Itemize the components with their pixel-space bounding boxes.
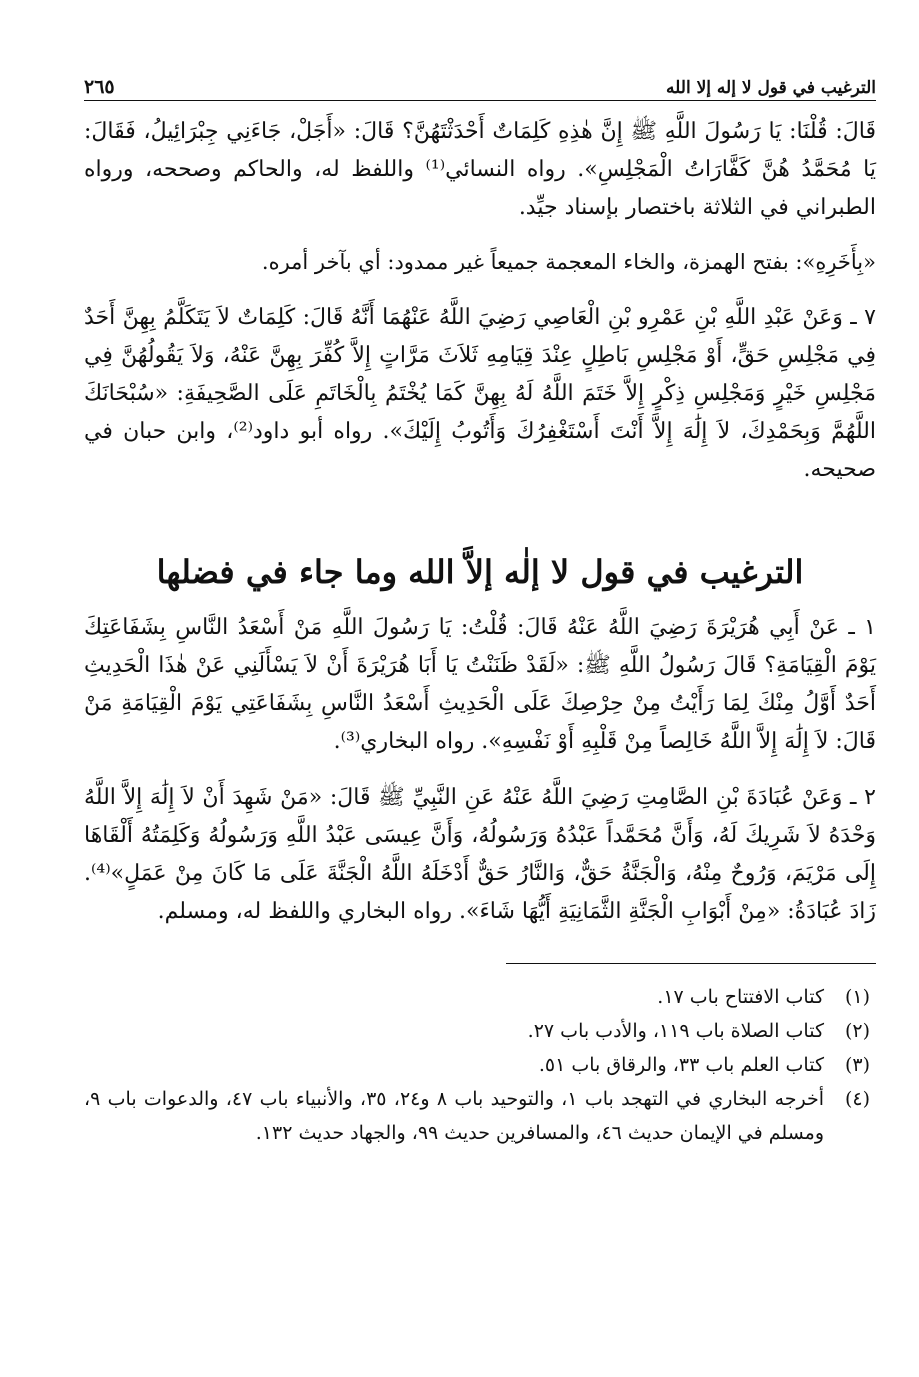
footnote-number: (٤) — [844, 1088, 870, 1110]
intro-paragraph: قَالَ: قُلْنَا: يَا رَسُولَ اللَّهِ ﷺ إِنَّ هٰذِهِ كَلِمَاتٌ أَحْدَثْتَهُنَّ؟ قَالَ: «أَجَلْ، جَاءَنِي جِبْرَائِيلُ، فَقَالَ: يَا مُحَمَّدُ هُنَّ كَفَّارَاتُ الْمَجْلِسِ». رواه النسائي⁽¹⁾ واللفظ له، والحاكم وصححه، ورواه الطبراني في الثلاثة باختصار بإسناد جيِّد. — [84, 119, 876, 220]
footnote-text: أخرجه البخاري في التهجد باب ١، والتوحيد باب ٨ و٢٤، ٣٥، والأنبياء باب ٤٧، والدعوات باب ٩، ومسلم في الإيمان حديث ٤٦، والمسافرين حديث ٩٩، والجهاد حديث ١٣٢. — [84, 1088, 825, 1144]
footnote-text: كتاب الصلاة باب ١١٩، والأدب باب ٢٧. — [527, 1020, 824, 1042]
footnote-item — [84, 980, 876, 1014]
footnote-text: كتاب العلم باب ٣٣، والرقاق باب ٥١. — [538, 1054, 824, 1076]
footnote-separator — [506, 963, 876, 964]
running-header — [84, 62, 876, 101]
hadith-2-paragraph: ٢ ـ وَعَنْ عُبَادَةَ بْنِ الصَّامِتِ رَضِيَ اللَّهُ عَنْهُ عَنِ النَّبِيِّ ﷺ قَالَ: «مَنْ شَهِدَ أَنْ لاَ إِلَٰهَ إِلاَّ اللَّهُ وَحْدَهُ لاَ شَرِيكَ لَهُ، وَأَنَّ مُحَمَّداً عَبْدُهُ وَرَسُولُهُ، وَأَنَّ عِيسَى عَبْدُ اللَّهِ وَرَسُولُهُ وَكَلِمَتُهُ أَلْقَاهَا إِلَى مَرْيَمَ، وَرُوحٌ مِنْهُ، وَالْجَنَّةُ حَقٌّ، وَالنَّارُ حَقٌّ أَدْخَلَهُ اللَّهُ الْجَنَّةَ عَلَى مَا كَانَ مِنْ عَمَلٍ»⁽⁴⁾. زَادَ عُبَادَةُ: «مِنْ أَبْوَابِ الْجَنَّةِ الثَّمَانِيَةِ أَيُّهَا شَاءَ». رواه البخاري واللفظ له، ومسلم. — [84, 785, 876, 924]
hadith-7-paragraph: ٧ ـ وَعَنْ عَبْدِ اللَّهِ بْنِ عَمْرِو بْنِ الْعَاصِي رَضِيَ اللَّهُ عَنْهُمَا أَنَّهُ قَالَ: كَلِمَاتٌ لاَ يَتَكَلَّمُ بِهِنَّ أَحَدٌ فِي مَجْلِسِ حَقٍّ، أَوْ مَجْلِسِ بَاطِلٍ عِنْدَ قِيَامِهِ ثَلاَثَ مَرَّاتٍ إِلاَّ كُفِّرَ بِهِنَّ عَنْهُ، وَلاَ يَقُولُهُنَّ فِي مَجْلِسِ خَيْرٍ وَمَجْلِسِ ذِكْرٍ إِلاَّ خَتَمَ اللَّهُ لَهُ بِهِنَّ كَمَا يُخْتَمُ بِالْخَاتَمِ عَلَى الصَّحِيفَةِ: «سُبْحَانَكَ اللَّهُمَّ وَبِحَمْدِكَ، لاَ إِلَٰهَ إِلاَّ أَنْتَ أَسْتَغْفِرُكَ وَأَتُوبُ إِلَيْكَ». رواه أبو داود⁽²⁾، وابن حبان في صحيحه. — [84, 305, 876, 482]
footnote-item — [84, 1082, 876, 1150]
hadith-1-paragraph: ١ ـ عَنْ أَبِي هُرَيْرَةَ رَضِيَ اللَّهُ عَنْهُ قَالَ: قُلْتُ: يَا رَسُولَ اللَّهِ مَنْ أَسْعَدُ النَّاسِ بِشَفَاعَتِكَ يَوْمَ الْقِيَامَةِ؟ قَالَ رَسُولُ اللَّهِ ﷺ: «لَقَدْ ظَنَنْتُ يَا أَبَا هُرَيْرَةَ أَنْ لاَ يَسْأَلَنِي عَنْ هٰذَا الْحَدِيثِ أَحَدٌ أَوَّلُ مِنْكَ لِمَا رَأَيْتُ مِنْ حِرْصِكَ عَلَى الْحَدِيثِ أَسْعَدُ النَّاسِ بِشَفَاعَتِي يَوْمَ الْقِيَامَةِ مَنْ قَالَ: لاَ إِلَٰهَ إِلاَّ اللَّهُ خَالِصاً مِنْ قَلْبِهِ أَوْ نَفْسِهِ». رواه البخاري⁽³⁾. — [84, 615, 876, 754]
running-title: الترغيب في قول لا إله إلا الله — [666, 78, 876, 98]
footnote-number: (١) — [844, 986, 870, 1008]
footnote-number: (٣) — [844, 1054, 870, 1076]
footnote-item — [84, 1014, 876, 1048]
section-title: الترغيب في قول لا إلٰه إلاَّ الله وما جاء في فضلها — [156, 553, 804, 591]
book-page — [84, 62, 876, 1352]
page-number: ٢٦٥ — [84, 76, 115, 98]
gloss-paragraph: «بِأَخَرِهِ»: بفتح الهمزة، والخاء المعجمة جميعاً غير ممدود: أي بآخر أمره. — [261, 250, 876, 274]
footnote-number: (٢) — [844, 1020, 870, 1042]
footnote-text: كتاب الافتتاح باب ١٧. — [657, 986, 824, 1008]
footnote-item — [84, 1048, 876, 1082]
footnotes — [84, 980, 876, 1150]
